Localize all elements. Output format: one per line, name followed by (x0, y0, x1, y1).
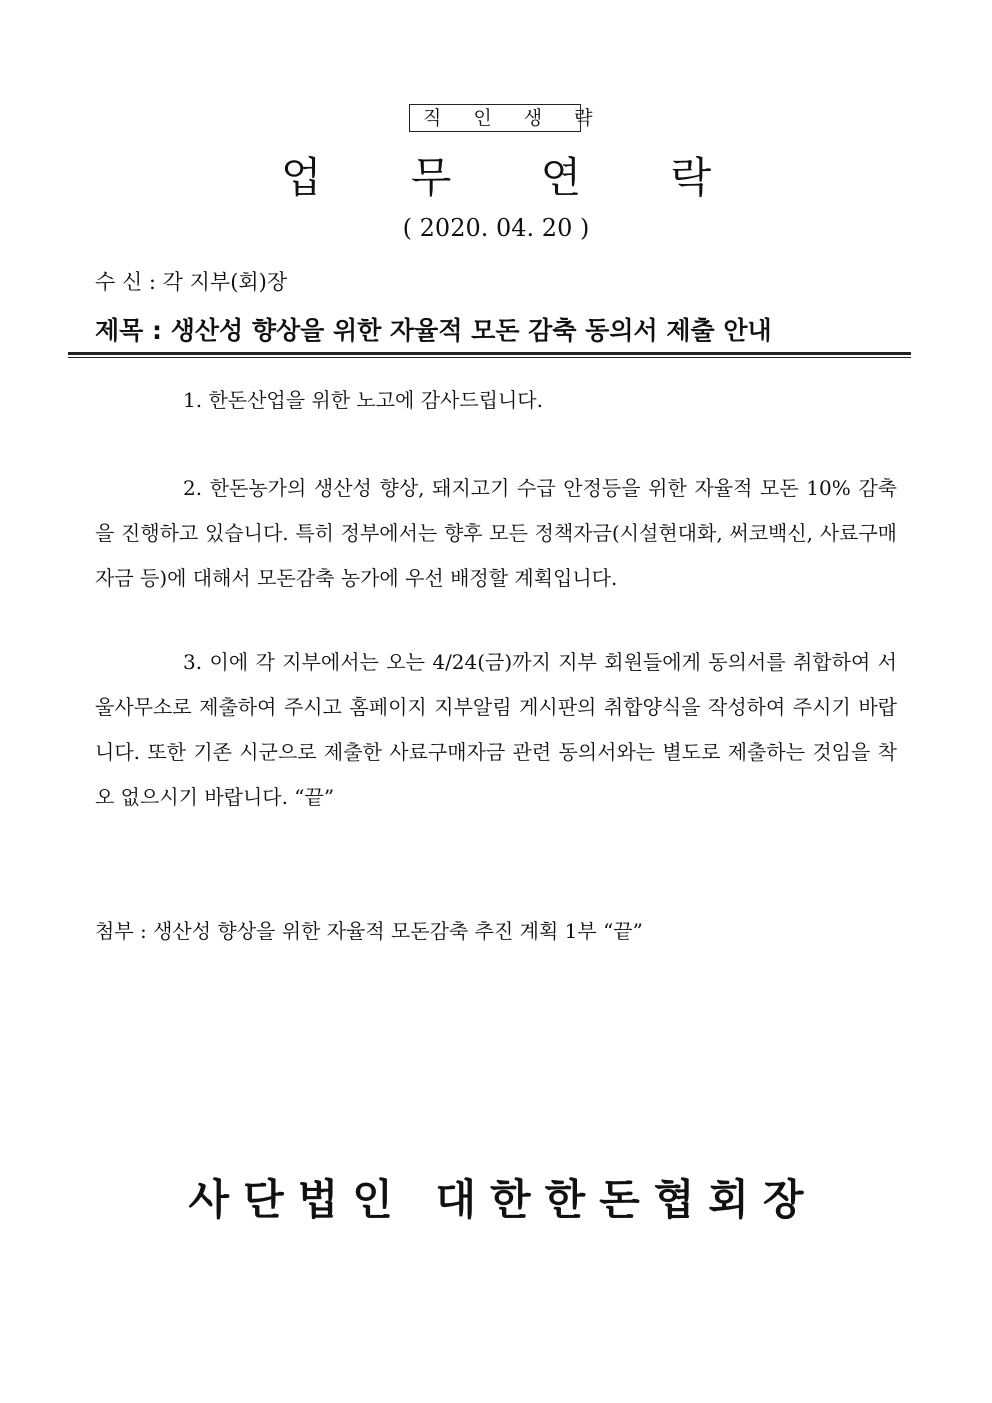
attachment-line: 첨부 : 생산성 향상을 위한 자율적 모돈감축 추진 계획 1부 “끝” (95, 919, 643, 943)
subject-line: 제목 : 생산성 향상을 위한 자율적 모돈 감축 동의서 제출 안내 (95, 316, 772, 345)
document-title: 업 무 연 락 (280, 153, 750, 202)
body-paragraph-1: 1. 한돈산업을 위한 노고에 감사드립니다. (183, 388, 543, 412)
subject-divider-thick (68, 352, 911, 355)
body-paragraph-3: 3. 이에 각 지부에서는 오는 4/24(금)까지 지부 회원들에게 동의서를 취합하여 서울사무소로 제출하여 주시고 홈페이지 지부알림 게시판의 취합양식을 작성하여 주시기 바랍니다. 또한 기존 시군으로 제출한 사료구매자금 관련 동의서와는 별도로 제출하는 것임을 착오 없으시기 바랍니다. “끝” (95, 650, 897, 809)
signature-line: 사단법인 대한한돈협회장 (188, 1175, 818, 1224)
body-paragraph-2: 2. 한돈농가의 생산성 향상, 돼지고기 수급 안정등을 위한 자율적 모돈 10% 감축을 진행하고 있습니다. 특히 정부에서는 향후 모든 정책자금(시설현대화, 써코백신, 사료구매자금 등)에 대해서 모돈감축 농가에 우선 배정할 계획입니다. (95, 476, 897, 590)
subject-divider-thin (68, 357, 911, 358)
document-date: ( 2020. 04. 20 ) (402, 214, 590, 242)
recipient-line: 수 신 : 각 지부(회)장 (95, 270, 288, 294)
seal-omitted-box (409, 104, 606, 132)
seal-omitted-label: 직 인 생 략 (423, 107, 606, 129)
